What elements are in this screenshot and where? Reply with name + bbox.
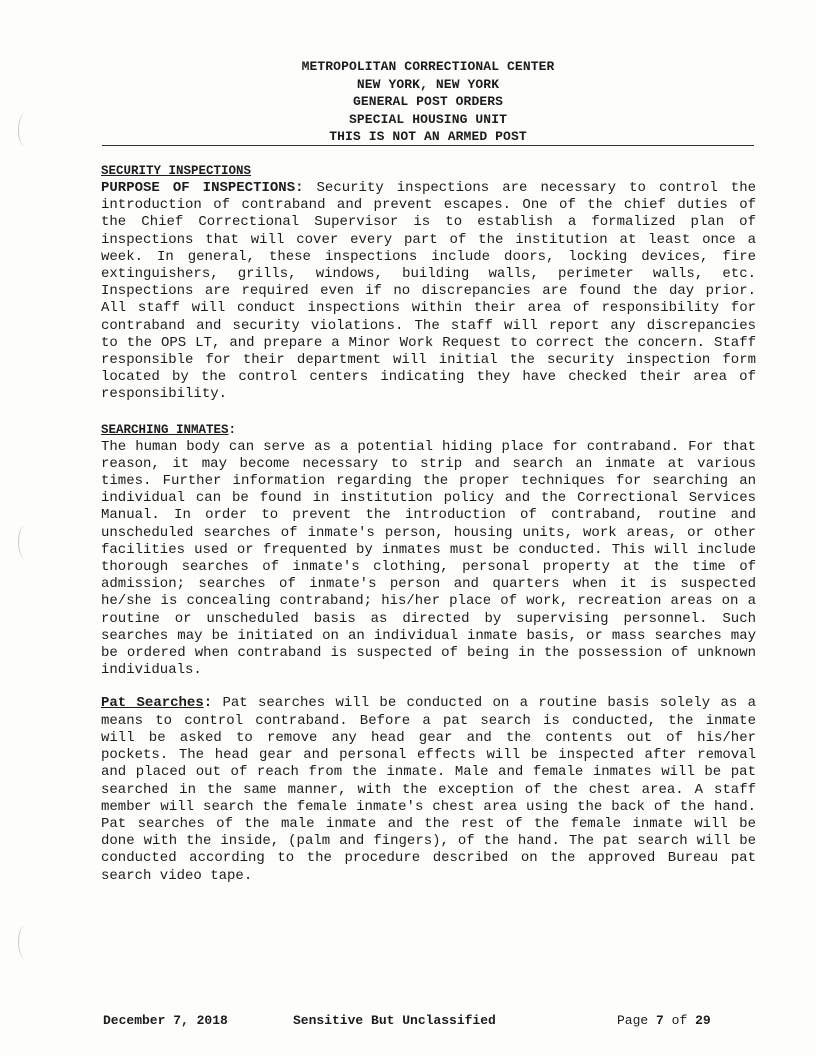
footer-date: December 7, 2018 <box>103 1013 228 1028</box>
header-line-5: THIS IS NOT AN ARMED POST <box>329 129 527 145</box>
pat-lead: Pat Searches <box>101 695 204 712</box>
page-indicator <box>617 1013 711 1028</box>
purpose-paragraph <box>101 180 756 404</box>
searching-title <box>101 423 229 437</box>
header-line-3: GENERAL POST ORDERS <box>352 94 504 110</box>
pat-paragraph <box>101 695 756 884</box>
document-body <box>101 163 756 885</box>
document-header <box>100 58 756 146</box>
purpose-lead: PURPOSE OF INSPECTIONS: <box>101 180 304 196</box>
header-line-1: METROPOLITAN CORRECTIONAL CENTER <box>301 59 555 74</box>
header-line-4: SPECIAL HOUSING UNIT <box>348 111 508 127</box>
punch-hole-mark <box>18 113 33 147</box>
header-line-2: NEW YORK, NEW YORK <box>356 76 500 92</box>
pat-lead-colon: : <box>203 695 213 712</box>
page-word: Page <box>617 1013 649 1028</box>
footer-classification: Sensitive But Unclassified <box>293 1013 496 1028</box>
page-number: 7 <box>656 1013 664 1028</box>
searching-title-colon: : <box>228 422 237 437</box>
header-divider <box>102 145 754 146</box>
section-title: SECURITY INSPECTIONS <box>101 164 252 178</box>
pat-text: Pat searches will be conducted on a routine basis solely as a means to control contraband. Before a pat search is conducted, the inmate will be asked to remove any head gear and the contents out of his/her pockets. The head gear and personal effects will be inspected after removal and placed out of reach from the inmate. Male and female inmates will be pat searched in the same manner, with the exception of the chest area. A staff member will search the female inmate's chest area using the back of the hand. Pat searches of the male inmate and the rest of the female inmate will be done with the inside, (palm and fingers), of the hand. The pat search will be conducted according to the procedure described on the approved Bureau pat search video tape. <box>101 695 756 884</box>
purpose-text: Security inspections are necessary to control the introduction of contraband and prevent escapes. One of the chief duties of the Chief Correctional Supervisor is to establish a formalized plan of inspections that will cover every part of the institution at least once a week. In general, these inspections include doors, locking devices, fire extinguishers, grills, windows, building walls, perimeter walls, etc. Inspections are required even if no discrepancies are found the day prior. All staff will conduct inspections within their area of responsibility for contraband and security violations. The staff will report any discrepancies to the OPS LT, and prepare a Minor Work Request to correct the concern. Staff responsible for their department will initial the security inspection form located by the control centers indicating they have checked their area of responsibility. <box>101 180 756 403</box>
of-word: of <box>671 1013 688 1028</box>
punch-hole-mark <box>18 925 33 959</box>
punch-hole-mark <box>18 525 33 559</box>
searching-title-text: SEARCHING INMATES <box>101 422 229 437</box>
searching-paragraph: The human body can serve as a potential hiding place for contraband. For that reason, it may become necessary to strip and search an inmate at various times. Further information regarding the proper techniques for searching an individual can be found in institution policy and the Correctional Services Manual. In order to prevent the introduction of contraband, routine and unscheduled searches of inmate's person, housing units, work areas, or other facilities used or frequented by inmates must be conducted. This will include thorough searches of inmate's clothing, personal property at the time of admission; searches of inmate's person and quarters when it is suspected he/she is concealing contraband; his/her place of work, recreation areas on a routine or unscheduled basis as directed by supervising personnel. Such searches may be initiated on an individual inmate basis, or mass searches may be ordered when contraband is suspected of being in the possession of unknown individuals. <box>101 438 756 679</box>
page-total: 29 <box>695 1013 711 1028</box>
